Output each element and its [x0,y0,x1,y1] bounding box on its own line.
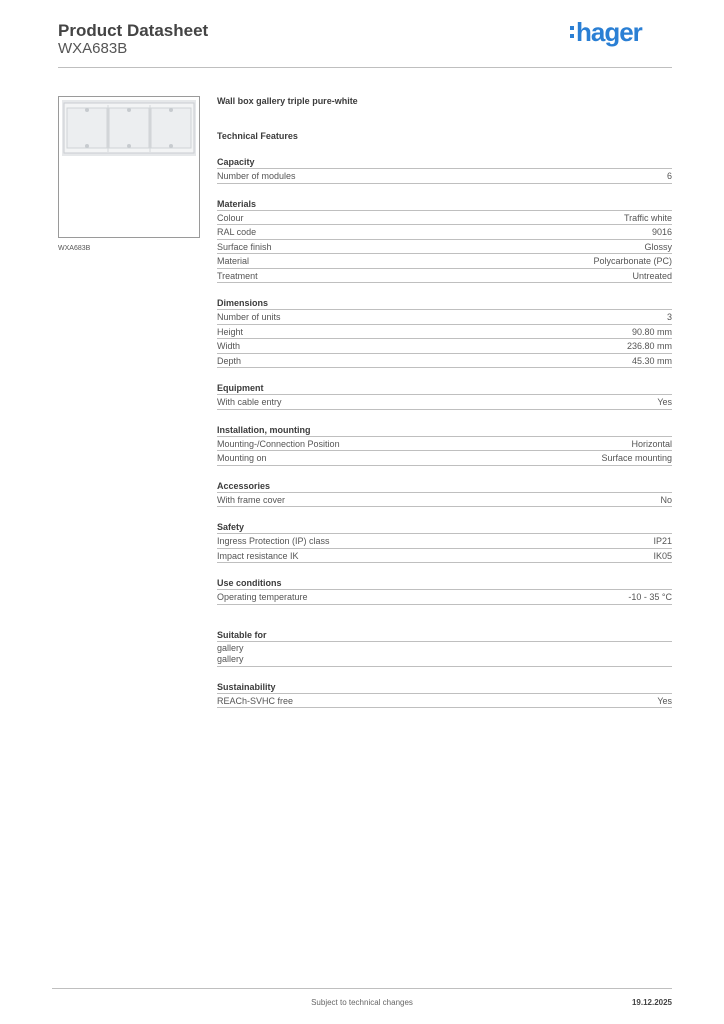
header-divider [58,67,672,68]
section-title: Materials [217,198,672,211]
spec-label: Surface finish [217,241,272,252]
spec-label: Impact resistance IK [217,550,299,561]
spec-row [217,354,672,369]
brand-wordmark: hager [576,17,642,47]
section-capacity [217,156,672,184]
section-equipment [217,382,672,410]
section-accessories [217,480,672,508]
footer-note: Subject to technical changes [311,998,413,1007]
section-title: Capacity [217,156,672,169]
spec-row [217,694,672,709]
spec-value: 236.80 mm [626,341,672,351]
product-name: Wall box gallery triple pure-white [217,96,358,106]
spec-row [217,590,672,605]
section-title: Installation, mounting [217,424,672,437]
spec-row [217,534,672,549]
section-suitable-for [217,629,672,667]
spec-row [217,395,672,410]
product-code-heading: WXA683B [58,40,128,57]
spec-value: Horizontal [631,438,672,449]
spec-value: 90.80 mm [631,326,672,337]
spec-label: Number of modules [217,171,296,181]
spec-value: Traffic white [623,212,672,223]
spec-row [217,269,672,284]
footer-divider [52,988,672,989]
section-materials [217,198,672,284]
spec-label: Depth [217,355,242,366]
spec-label: Mounting-/Connection Position [217,438,340,449]
spec-value: 45.30 mm [631,355,672,366]
spec-row [217,240,672,255]
spec-label: Number of units [217,312,281,322]
spec-label: Treatment [217,270,258,281]
spec-label: Width [217,341,241,351]
section-dimensions [217,297,672,368]
section-title: Accessories [217,480,672,493]
spec-value: Yes [657,397,672,407]
image-caption: WXA683B [58,245,91,252]
spec-value: IP21 [653,536,672,546]
footer-date: 19.12.2025 [631,998,672,1007]
spec-label: Mounting on [217,453,267,463]
spec-label: Material [217,256,250,266]
spec-value: Untreated [632,270,672,281]
brand-logo [567,16,659,53]
spec-row [217,225,672,240]
spec-label: With frame cover [217,494,286,505]
product-image [58,96,200,238]
spec-value: 9016 [651,227,672,237]
spec-label: Operating temperature [217,592,308,602]
section-installation [217,424,672,466]
spec-value: Yes [657,695,672,706]
spec-label: Ingress Protection (IP) class [217,536,330,546]
list-item: gallery [217,642,244,653]
list-item: gallery [217,653,244,664]
spec-row [217,211,672,226]
section-title: Safety [217,521,672,534]
spec-value: 3 [666,312,672,322]
section-use-conditions [217,577,672,605]
spec-value: 6 [666,171,672,181]
spec-value: -10 - 35 °C [628,592,672,602]
spec-row [217,549,672,564]
spec-row [217,325,672,340]
spec-row [217,254,672,269]
spec-row [217,169,672,184]
spec-row [217,310,672,325]
spec-value: IK05 [653,550,672,561]
spec-row [217,493,672,508]
spec-value: Glossy [644,241,672,252]
spec-label: RAL code [217,227,257,237]
technical-features-heading: Technical Features [217,131,298,141]
spec-label: REACh-SVHC free [217,695,294,706]
spec-label: Height [217,326,244,337]
spec-row [217,451,672,466]
document-title: Product Datasheet [58,21,209,40]
section-title: Use conditions [217,577,672,590]
specifications [217,95,672,708]
spec-row [217,339,672,354]
spec-row [217,437,672,452]
spec-label: With cable entry [217,397,282,407]
suitable-list [217,642,672,667]
section-title: Suitable for [217,629,672,642]
section-safety [217,521,672,563]
section-title: Equipment [217,382,672,395]
spec-value: No [660,494,672,505]
spec-value: Polycarbonate (PC) [593,256,672,266]
spec-value: Surface mounting [601,453,672,463]
section-title: Dimensions [217,297,672,310]
section-sustainability [217,681,672,709]
section-title: Sustainability [217,681,672,694]
spec-label: Colour [217,212,244,223]
